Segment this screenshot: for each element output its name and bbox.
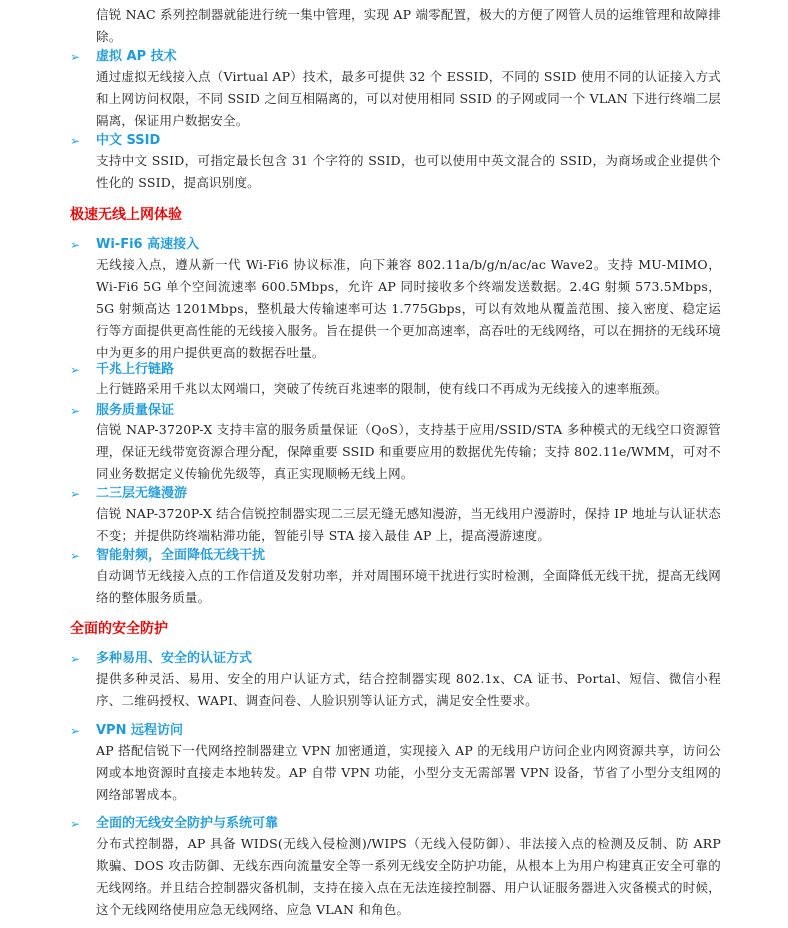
bullet-body: 提供多种灵活、易用、安全的用户认证方式，结合控制器实现 802.1x、CA 证书、Portal、短信、微信小程序、二维码授权、WAPI、调查问卷、人脸识别等认证方式，满足安全性要求。 [96,671,721,708]
bullet-body: 信锐 NAP-3720P-X 结合信锐控制器实现二三层无缝无感知漫游，当无线用户漫游时，保持 IP 地址与认证状态不变；并提供防终端粘滞功能，智能引导 STA 接入最佳 AP 上，提高漫游速度。 [96,506,721,543]
bullet-body: 通过虚拟无线接入点（Virtual AP）技术，最多可提供 32 个 ESSID，不同的 SSID 使用不同的认证接入方式和上网访问权限，不同 SSID 之间互相隔离的，可以对使用相同 SSID 的子网或同一个 VLAN 下进行终端二层隔离，保证用户数据安全。 [96,69,721,128]
bullet-title: 二三层无缝漫游 [96,486,188,501]
arrow-bullet-icon: ➢ [70,363,81,377]
bullet-body: 自动调节无线接入点的工作信道及发射功率，并对周围环境干扰进行实时检测，全面降低无线干扰，提高无线网络的整体服务质量。 [96,568,721,605]
section-heading-speed: 极速无线上网体验 [70,207,182,223]
arrow-bullet-icon: ➢ [70,238,81,252]
arrow-bullet-icon: ➢ [70,724,81,738]
arrow-bullet-icon: ➢ [70,50,81,64]
arrow-bullet-icon: ➢ [70,549,81,563]
intro-paragraph: 信锐 NAC 系列控制器就能进行统一集中管理，实现 AP 端零配置，极大的方便了网管人员的运维管理和故障排除。 [96,7,721,44]
bullet-title: 千兆上行链路 [96,362,175,377]
arrow-bullet-icon: ➢ [70,487,81,501]
bullet-title: 智能射频，全面降低无线干扰 [96,548,266,563]
arrow-bullet-icon: ➢ [70,404,81,418]
arrow-bullet-icon: ➢ [70,652,81,666]
bullet-title: Wi-Fi6 高速接入 [96,237,200,252]
bullet-body: 分布式控制器，AP 具备 WIDS(无线入侵检测)/WIPS（无线入侵防御）、非法接入点的检测及反制、防 ARP 欺骗、DOS 攻击防御、无线东西向流量安全等一系列无线安全防护功能，从根本上为用户构建真正安全可靠的无线网络。并且结合控制器灾备机制，支持在接入点在无法连接控制器、用户认证服务器进入灾备模式的时候，这个无线网络使用应急无线网络、应急 VLAN 和角色。 [96,836,721,917]
bullet-body: 上行链路采用千兆以太网端口，突破了传统百兆速率的限制，使有线口不再成为无线接入的速率瓶颈。 [96,381,668,396]
arrow-bullet-icon: ➢ [70,134,81,148]
bullet-body: 支持中文 SSID，可指定最长包含 31 个字符的 SSID，也可以使用中英文混合的 SSID，为商场或企业提供个性化的 SSID，提高识别度。 [96,153,721,190]
bullet-title: 服务质量保证 [96,403,175,418]
bullet-title: VPN 远程访问 [96,723,183,738]
section-heading-security: 全面的安全防护 [70,621,168,637]
bullet-body: 无线接入点，遵从新一代 Wi-Fi6 协议标准，向下兼容 802.11a/b/g/n/ac/ac Wave2。支持 MU-MIMO，Wi-Fi6 5G 单个空间流速率 600.5Mbps，允许 AP 同时接收多个终端发送数据。2.4G 射频 573.5Mbps，5G 射频高达 1201Mbps，整机最大传输速率可达 1.775Gbps，可以有效地从覆盖范围、接入密度、稳定运行等方面提供更高性能的无线接入服务。旨在提供一个更加高速率，高吞吐的无线网络，可以在拥挤的无线环境中为更多的用户提供更高的数据吞吐量。 [96,257,721,360]
arrow-bullet-icon: ➢ [70,817,81,831]
bullet-title: 中文 SSID [96,133,161,148]
bullet-title: 虚拟 AP 技术 [96,49,177,64]
bullet-title: 多种易用、安全的认证方式 [96,651,253,666]
bullet-title: 全面的无线安全防护与系统可靠 [96,816,279,831]
bullet-body: AP 搭配信锐下一代网络控制器建立 VPN 加密通道，实现接入 AP 的无线用户访问企业内网资源共享，访问公网或本地资源时直接走本地转发。AP 自带 VPN 功能，小型分支无需部署 VPN 设备，节省了小型分支组网的网络部署成本。 [96,743,721,802]
bullet-body: 信锐 NAP-3720P-X 支持丰富的服务质量保证（QoS），支持基于应用/SSID/STA 多种模式的无线空口资源管理，保证无线带宽资源合理分配，保障重要 SSID 和重要应用的数据优先传输；支持 802.11e/WMM，可对不同业务数据定义传输优先级等，真正实现顺畅无线上网。 [96,422,721,481]
